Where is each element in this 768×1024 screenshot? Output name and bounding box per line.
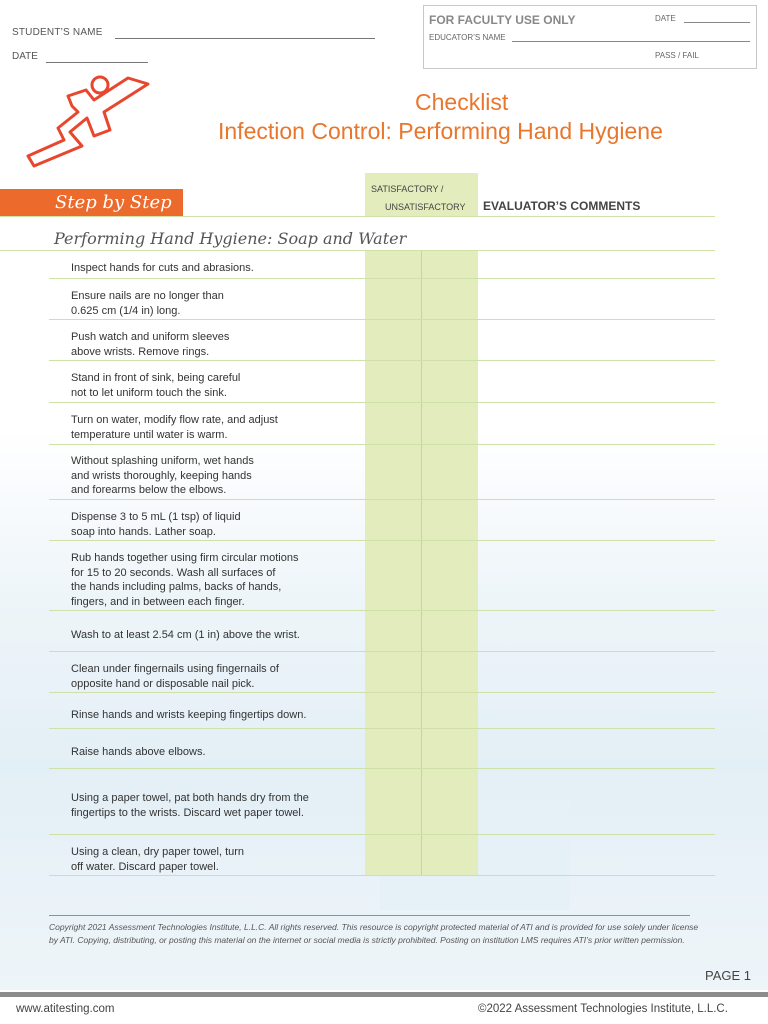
step-text: Turn on water, modify flow rate, and adjust temperature until water is warm. xyxy=(71,414,278,441)
step-text: Dispense 3 to 5 mL (1 tsp) of liquid soap into hands. Lather soap. xyxy=(71,511,241,538)
step-text: Stand in front of sink, being careful not to let uniform touch the sink. xyxy=(71,372,241,399)
page-number: PAGE 1 xyxy=(705,968,752,983)
faculty-date-label: DATE xyxy=(655,14,676,23)
pass-fail-label: PASS / FAIL xyxy=(655,51,699,60)
step-row-divider xyxy=(49,278,715,279)
banner-divider xyxy=(0,216,715,217)
section-title: Performing Hand Hygiene: Soap and Water xyxy=(54,229,407,248)
step-text: Clean under fingernails using fingernails of opposite hand or disposable nail pick. xyxy=(71,663,279,690)
step-row-divider xyxy=(49,692,715,693)
footer-bar xyxy=(0,992,768,997)
step-row-divider xyxy=(49,540,715,541)
sat-header-line2: UNSATISFACTORY xyxy=(385,202,466,212)
educator-name-field[interactable] xyxy=(512,41,750,42)
student-name-field[interactable] xyxy=(115,38,375,39)
sat-header-line1: SATISFACTORY / xyxy=(371,184,444,194)
educator-name-label: EDUCATOR’S NAME xyxy=(429,33,506,42)
ati-figure-logo-icon xyxy=(24,74,154,169)
step-row-divider xyxy=(49,360,715,361)
step-row-divider xyxy=(49,834,715,835)
copyright-divider xyxy=(49,915,690,916)
step-text: Using a paper towel, pat both hands dry from the fingertips to the wrists. Discard wet paper towel. xyxy=(71,792,309,819)
step-row-divider xyxy=(49,768,715,769)
faculty-use-box xyxy=(423,5,757,69)
step-row-divider xyxy=(49,728,715,729)
section-divider xyxy=(0,250,715,251)
step-row-divider xyxy=(49,319,715,320)
title-line1: Checklist xyxy=(415,89,509,115)
satisfactory-header xyxy=(365,173,478,217)
step-text: Using a clean, dry paper towel, turn off water. Discard paper towel. xyxy=(71,846,245,873)
company-copyright: ©2022 Assessment Technologies Institute, L.L.C. xyxy=(478,1003,728,1015)
student-name-label: STUDENT’S NAME xyxy=(12,27,103,38)
date-label: DATE xyxy=(12,51,38,62)
step-text: Raise hands above elbows. xyxy=(71,746,206,758)
evaluator-comments-header: EVALUATOR’S COMMENTS xyxy=(483,199,641,213)
date-field[interactable] xyxy=(46,62,148,63)
step-text: Rinse hands and wrists keeping fingertips down. xyxy=(71,709,307,721)
step-by-step-banner xyxy=(0,189,183,217)
page-title: Infection Control: Performing Hand Hygiene xyxy=(218,118,663,144)
step-text: Ensure nails are no longer than 0.625 cm (1/4 in) long. xyxy=(71,290,224,317)
step-text: Push watch and uniform sleeves above wrists. Remove rings. xyxy=(71,331,230,358)
step-row-divider xyxy=(49,444,715,445)
website-link[interactable]: www.atitesting.com xyxy=(16,1003,115,1015)
step-text: Wash to at least 2.54 cm (1 in) above the wrist. xyxy=(71,629,300,641)
step-row-divider xyxy=(49,499,715,500)
satisfactory-column[interactable] xyxy=(365,251,422,876)
step-text: Without splashing uniform, wet hands and wrists thoroughly, keeping hands and forearms below the elbows. xyxy=(71,455,254,496)
faculty-title: FOR FACULTY USE ONLY xyxy=(429,13,576,27)
step-banner-text: Step by Step xyxy=(55,192,172,213)
unsatisfactory-column[interactable] xyxy=(422,251,478,876)
step-row-divider xyxy=(49,610,715,611)
step-row-divider xyxy=(49,875,715,876)
faculty-date-field[interactable] xyxy=(684,22,750,23)
copyright-text: Copyright 2021 Assessment Technologies Institute, L.L.C. All rights reserved. This resource is copyright protected material of ATI and is provided for use solely under license by ATI. Copying, distributing, or posting this material on the internet or social media is strictly prohibited. Posting on institution LMS requires ATI’s prior written permission. xyxy=(49,922,699,945)
step-text: Rub hands together using firm circular motions for 15 to 20 seconds. Wash all surfaces of the hands including palms, backs of hands, fingers, and in between each finger. xyxy=(71,552,299,608)
step-text: Inspect hands for cuts and abrasions. xyxy=(71,262,254,274)
step-row-divider xyxy=(49,402,715,403)
step-row-divider xyxy=(49,651,715,652)
